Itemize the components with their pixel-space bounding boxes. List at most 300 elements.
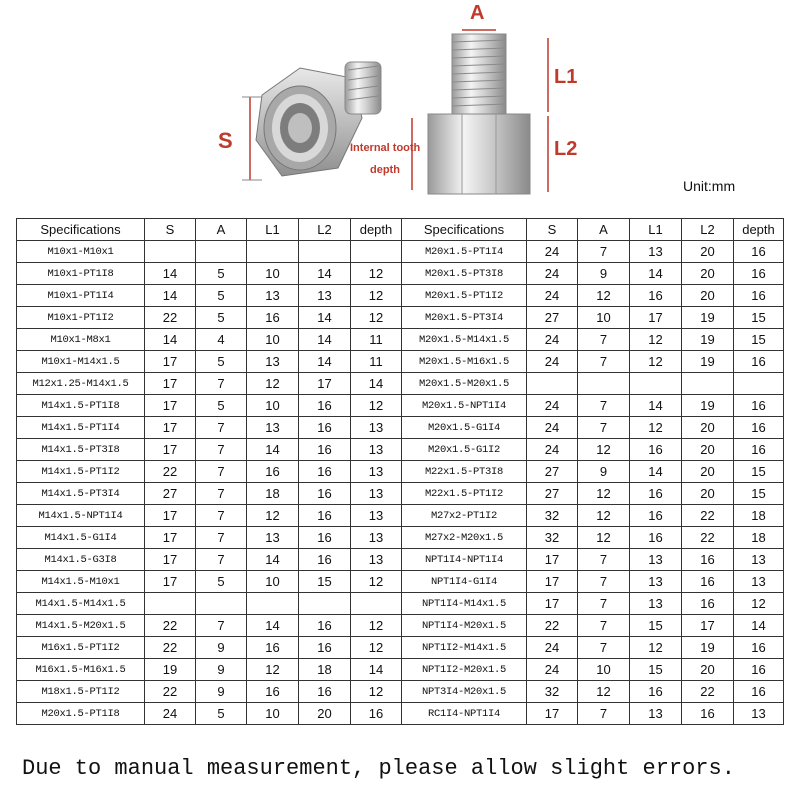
column-header: L2: [682, 219, 734, 241]
value-cell: 15: [734, 329, 784, 351]
unit-label: Unit:mm: [683, 178, 736, 194]
value-cell: 32: [527, 527, 578, 549]
column-header: L2: [299, 219, 351, 241]
left-fitting-image: [242, 62, 381, 180]
spec-cell: NPT1I4-M14x1.5: [402, 593, 527, 615]
value-cell: 20: [682, 417, 734, 439]
table-row: [17, 615, 784, 637]
table-row: [17, 681, 784, 703]
value-cell: 17: [145, 439, 196, 461]
value-cell: 12: [247, 505, 299, 527]
value-cell: 7: [196, 417, 247, 439]
value-cell: 13: [351, 549, 402, 571]
value-cell: 7: [196, 505, 247, 527]
spec-cell: NPT3I4-M20x1.5: [402, 681, 527, 703]
value-cell: 15: [734, 307, 784, 329]
value-cell: 16: [734, 637, 784, 659]
table-row: [17, 571, 784, 593]
value-cell: 10: [247, 395, 299, 417]
value-cell: 9: [196, 659, 247, 681]
value-cell: 13: [734, 549, 784, 571]
value-cell: 5: [196, 263, 247, 285]
table-row: [17, 505, 784, 527]
value-cell: [247, 593, 299, 615]
value-cell: 7: [196, 527, 247, 549]
value-cell: 12: [578, 505, 630, 527]
value-cell: 7: [578, 593, 630, 615]
table-row: [17, 593, 784, 615]
value-cell: 17: [145, 527, 196, 549]
value-cell: [578, 373, 630, 395]
value-cell: 22: [145, 461, 196, 483]
value-cell: 16: [630, 681, 682, 703]
value-cell: 11: [351, 351, 402, 373]
value-cell: 17: [145, 505, 196, 527]
value-cell: 17: [145, 373, 196, 395]
value-cell: 32: [527, 681, 578, 703]
spec-cell: M14x1.5-M20x1.5: [17, 615, 145, 637]
value-cell: 16: [299, 417, 351, 439]
spec-cell: M10x1-M14x1.5: [17, 351, 145, 373]
value-cell: 7: [578, 703, 630, 725]
value-cell: 5: [196, 703, 247, 725]
column-header: S: [527, 219, 578, 241]
column-header: L1: [630, 219, 682, 241]
value-cell: 10: [578, 659, 630, 681]
value-cell: 16: [630, 285, 682, 307]
value-cell: 20: [682, 263, 734, 285]
value-cell: 16: [734, 439, 784, 461]
value-cell: 13: [351, 417, 402, 439]
value-cell: 16: [299, 505, 351, 527]
column-header: S: [145, 219, 196, 241]
value-cell: 20: [682, 659, 734, 681]
value-cell: 14: [247, 615, 299, 637]
spec-cell: NPT1I4-NPT1I4: [402, 549, 527, 571]
value-cell: 10: [247, 329, 299, 351]
value-cell: 18: [247, 483, 299, 505]
spec-cell: M14x1.5-M10x1: [17, 571, 145, 593]
spec-cell: M14x1.5-PT1I4: [17, 417, 145, 439]
table-row: [17, 439, 784, 461]
value-cell: 12: [578, 527, 630, 549]
value-cell: 14: [734, 615, 784, 637]
value-cell: 16: [630, 439, 682, 461]
value-cell: 15: [734, 483, 784, 505]
value-cell: 16: [734, 241, 784, 263]
value-cell: 13: [734, 703, 784, 725]
spec-cell: M14x1.5-G3I8: [17, 549, 145, 571]
value-cell: 12: [247, 659, 299, 681]
spec-cell: M16x1.5-PT1I2: [17, 637, 145, 659]
spec-cell: M22x1.5-PT1I2: [402, 483, 527, 505]
value-cell: 24: [145, 703, 196, 725]
spec-cell: M27x2-PT1I2: [402, 505, 527, 527]
value-cell: 13: [351, 483, 402, 505]
value-cell: 13: [630, 593, 682, 615]
spec-cell: RC1I4-NPT1I4: [402, 703, 527, 725]
value-cell: 27: [527, 461, 578, 483]
spec-cell: M20x1.5-PT1I8: [17, 703, 145, 725]
value-cell: [196, 241, 247, 263]
value-cell: 16: [247, 461, 299, 483]
spec-cell: M20x1.5-G1I4: [402, 417, 527, 439]
table-row: [17, 263, 784, 285]
value-cell: 10: [247, 571, 299, 593]
value-cell: 16: [299, 439, 351, 461]
value-cell: 16: [734, 417, 784, 439]
column-header: Specifications: [17, 219, 145, 241]
fitting-illustration: [0, 0, 800, 210]
value-cell: 13: [351, 505, 402, 527]
value-cell: 16: [682, 593, 734, 615]
value-cell: 16: [299, 615, 351, 637]
value-cell: 16: [299, 483, 351, 505]
table-row: [17, 307, 784, 329]
value-cell: 5: [196, 351, 247, 373]
spec-cell: NPT1I2-M20x1.5: [402, 659, 527, 681]
value-cell: 24: [527, 241, 578, 263]
value-cell: [299, 241, 351, 263]
value-cell: 12: [351, 263, 402, 285]
value-cell: 16: [247, 637, 299, 659]
spec-cell: M10x1-M8x1: [17, 329, 145, 351]
value-cell: 14: [247, 439, 299, 461]
value-cell: 22: [145, 615, 196, 637]
value-cell: 12: [351, 637, 402, 659]
spec-cell: M14x1.5-PT1I8: [17, 395, 145, 417]
value-cell: 17: [145, 417, 196, 439]
table-row: [17, 241, 784, 263]
value-cell: [247, 241, 299, 263]
value-cell: 19: [145, 659, 196, 681]
value-cell: 20: [299, 703, 351, 725]
value-cell: 14: [630, 263, 682, 285]
value-cell: 13: [630, 549, 682, 571]
spec-cell: M14x1.5-PT1I2: [17, 461, 145, 483]
value-cell: 14: [299, 351, 351, 373]
value-cell: 14: [351, 659, 402, 681]
spec-cell: M10x1-PT1I8: [17, 263, 145, 285]
value-cell: 7: [578, 417, 630, 439]
column-header: A: [196, 219, 247, 241]
table-row: [17, 329, 784, 351]
value-cell: 14: [145, 285, 196, 307]
spec-cell: M10x1-M10x1: [17, 241, 145, 263]
value-cell: 5: [196, 285, 247, 307]
spec-cell: M20x1.5-M20x1.5: [402, 373, 527, 395]
value-cell: 16: [630, 505, 682, 527]
value-cell: 7: [578, 351, 630, 373]
value-cell: 14: [299, 307, 351, 329]
table-row: [17, 483, 784, 505]
value-cell: 16: [734, 285, 784, 307]
value-cell: 14: [630, 395, 682, 417]
table-row: [17, 395, 784, 417]
value-cell: 13: [351, 461, 402, 483]
value-cell: 16: [734, 351, 784, 373]
value-cell: 12: [734, 593, 784, 615]
table-row: [17, 703, 784, 725]
value-cell: 22: [682, 505, 734, 527]
value-cell: 14: [630, 461, 682, 483]
value-cell: 13: [630, 571, 682, 593]
value-cell: 18: [734, 527, 784, 549]
spec-cell: M20x1.5-PT3I4: [402, 307, 527, 329]
value-cell: 12: [351, 615, 402, 637]
value-cell: 13: [247, 351, 299, 373]
value-cell: 12: [351, 681, 402, 703]
value-cell: 13: [351, 439, 402, 461]
value-cell: 13: [247, 527, 299, 549]
spec-cell: M14x1.5-NPT1I4: [17, 505, 145, 527]
table-header-row: [17, 219, 784, 241]
value-cell: 10: [578, 307, 630, 329]
value-cell: 16: [351, 703, 402, 725]
value-cell: 17: [630, 307, 682, 329]
value-cell: 18: [734, 505, 784, 527]
dimension-s-label: S: [218, 128, 233, 153]
value-cell: 32: [527, 505, 578, 527]
value-cell: 16: [630, 483, 682, 505]
value-cell: [145, 241, 196, 263]
value-cell: 9: [578, 263, 630, 285]
value-cell: [682, 373, 734, 395]
table-row: [17, 527, 784, 549]
value-cell: 12: [630, 329, 682, 351]
value-cell: 7: [578, 615, 630, 637]
table-row: [17, 373, 784, 395]
value-cell: 16: [682, 703, 734, 725]
value-cell: 12: [630, 417, 682, 439]
value-cell: 22: [145, 681, 196, 703]
value-cell: [630, 373, 682, 395]
value-cell: 15: [630, 659, 682, 681]
value-cell: 14: [247, 549, 299, 571]
value-cell: 27: [527, 483, 578, 505]
table-row: [17, 659, 784, 681]
value-cell: 24: [527, 329, 578, 351]
value-cell: 17: [145, 395, 196, 417]
value-cell: 12: [351, 571, 402, 593]
value-cell: 7: [578, 241, 630, 263]
value-cell: [299, 593, 351, 615]
value-cell: 9: [196, 681, 247, 703]
spec-cell: M20x1.5-M14x1.5: [402, 329, 527, 351]
value-cell: 12: [578, 285, 630, 307]
table-row: [17, 549, 784, 571]
value-cell: 16: [682, 549, 734, 571]
value-cell: 18: [299, 659, 351, 681]
value-cell: 24: [527, 351, 578, 373]
table-body: [17, 241, 784, 725]
value-cell: 5: [196, 395, 247, 417]
value-cell: 15: [630, 615, 682, 637]
table-row: [17, 351, 784, 373]
value-cell: 13: [630, 703, 682, 725]
value-cell: 14: [299, 263, 351, 285]
value-cell: 20: [682, 483, 734, 505]
value-cell: [351, 241, 402, 263]
dimension-l1-label: L1: [554, 66, 578, 88]
value-cell: 16: [734, 681, 784, 703]
spec-cell: M14x1.5-G1I4: [17, 527, 145, 549]
value-cell: 22: [527, 615, 578, 637]
value-cell: 7: [578, 571, 630, 593]
value-cell: 16: [299, 527, 351, 549]
value-cell: 11: [351, 329, 402, 351]
value-cell: 12: [630, 637, 682, 659]
value-cell: 17: [682, 615, 734, 637]
value-cell: 17: [299, 373, 351, 395]
value-cell: 16: [630, 527, 682, 549]
value-cell: [351, 593, 402, 615]
spec-cell: M10x1-PT1I2: [17, 307, 145, 329]
value-cell: 24: [527, 285, 578, 307]
column-header: A: [578, 219, 630, 241]
value-cell: 27: [145, 483, 196, 505]
value-cell: [734, 373, 784, 395]
value-cell: [145, 593, 196, 615]
value-cell: 16: [299, 681, 351, 703]
value-cell: 17: [145, 549, 196, 571]
value-cell: 19: [682, 329, 734, 351]
value-cell: 12: [351, 285, 402, 307]
value-cell: 20: [682, 439, 734, 461]
value-cell: 10: [247, 703, 299, 725]
value-cell: 14: [351, 373, 402, 395]
value-cell: 16: [299, 637, 351, 659]
value-cell: 4: [196, 329, 247, 351]
value-cell: 12: [351, 395, 402, 417]
value-cell: 16: [299, 461, 351, 483]
column-header: L1: [247, 219, 299, 241]
spec-cell: M20x1.5-M16x1.5: [402, 351, 527, 373]
spec-cell: M16x1.5-M16x1.5: [17, 659, 145, 681]
value-cell: 14: [145, 329, 196, 351]
value-cell: 13: [734, 571, 784, 593]
value-cell: 22: [145, 307, 196, 329]
value-cell: 15: [734, 461, 784, 483]
column-header: depth: [351, 219, 402, 241]
value-cell: 16: [734, 263, 784, 285]
value-cell: 19: [682, 307, 734, 329]
value-cell: 7: [196, 461, 247, 483]
value-cell: 17: [527, 703, 578, 725]
spec-cell: M20x1.5-PT1I2: [402, 285, 527, 307]
spec-cell: M20x1.5-G1I2: [402, 439, 527, 461]
value-cell: [527, 373, 578, 395]
value-cell: 12: [247, 373, 299, 395]
value-cell: 7: [196, 439, 247, 461]
spec-cell: M20x1.5-PT3I8: [402, 263, 527, 285]
value-cell: 24: [527, 417, 578, 439]
spec-cell: M27x2-M20x1.5: [402, 527, 527, 549]
value-cell: 17: [145, 571, 196, 593]
spec-cell: M12x1.25-M14x1.5: [17, 373, 145, 395]
value-cell: 20: [682, 241, 734, 263]
depth-label: depth: [370, 164, 400, 176]
value-cell: 22: [682, 681, 734, 703]
table-row: [17, 285, 784, 307]
value-cell: 16: [682, 571, 734, 593]
table-row: [17, 417, 784, 439]
spec-cell: M22x1.5-PT3I8: [402, 461, 527, 483]
value-cell: 20: [682, 285, 734, 307]
internal-tooth-label: Internal tooth: [350, 142, 421, 154]
column-header: depth: [734, 219, 784, 241]
spec-cell: M14x1.5-M14x1.5: [17, 593, 145, 615]
footer-note: Due to manual measurement, please allow slight errors.: [22, 756, 735, 781]
value-cell: 7: [196, 615, 247, 637]
value-cell: 14: [145, 263, 196, 285]
value-cell: 19: [682, 395, 734, 417]
value-cell: 12: [630, 351, 682, 373]
spec-cell: M18x1.5-PT1I2: [17, 681, 145, 703]
value-cell: 12: [578, 681, 630, 703]
value-cell: 19: [682, 351, 734, 373]
dimension-l2-label: L2: [554, 138, 578, 160]
value-cell: 13: [247, 417, 299, 439]
value-cell: 24: [527, 659, 578, 681]
value-cell: 5: [196, 571, 247, 593]
value-cell: 13: [351, 527, 402, 549]
value-cell: 12: [578, 483, 630, 505]
table-row: [17, 637, 784, 659]
value-cell: 14: [299, 329, 351, 351]
value-cell: 13: [247, 285, 299, 307]
value-cell: 7: [578, 395, 630, 417]
value-cell: 9: [578, 461, 630, 483]
value-cell: 7: [578, 549, 630, 571]
value-cell: 27: [527, 307, 578, 329]
value-cell: 7: [578, 329, 630, 351]
value-cell: 24: [527, 637, 578, 659]
value-cell: 12: [578, 439, 630, 461]
spec-cell: M10x1-PT1I4: [17, 285, 145, 307]
spec-cell: M20x1.5-NPT1I4: [402, 395, 527, 417]
value-cell: 16: [734, 659, 784, 681]
value-cell: 16: [299, 549, 351, 571]
spec-cell: NPT1I4-G1I4: [402, 571, 527, 593]
value-cell: 13: [299, 285, 351, 307]
value-cell: 5: [196, 307, 247, 329]
spec-cell: NPT1I2-M14x1.5: [402, 637, 527, 659]
value-cell: 16: [247, 681, 299, 703]
value-cell: 17: [527, 593, 578, 615]
right-fitting-image: [412, 30, 548, 194]
table-row: [17, 461, 784, 483]
value-cell: 16: [247, 307, 299, 329]
spec-cell: M14x1.5-PT3I8: [17, 439, 145, 461]
dimension-a-label: A: [470, 2, 485, 24]
value-cell: 7: [578, 637, 630, 659]
specifications-table: [16, 218, 784, 725]
value-cell: 24: [527, 263, 578, 285]
spec-cell: M20x1.5-PT1I4: [402, 241, 527, 263]
value-cell: 24: [527, 395, 578, 417]
value-cell: 22: [682, 527, 734, 549]
value-cell: 22: [145, 637, 196, 659]
product-diagram: [0, 0, 800, 210]
value-cell: [196, 593, 247, 615]
value-cell: 7: [196, 483, 247, 505]
value-cell: 16: [734, 395, 784, 417]
value-cell: 7: [196, 549, 247, 571]
spec-cell: NPT1I4-M20x1.5: [402, 615, 527, 637]
spec-cell: M14x1.5-PT3I4: [17, 483, 145, 505]
value-cell: 7: [196, 373, 247, 395]
